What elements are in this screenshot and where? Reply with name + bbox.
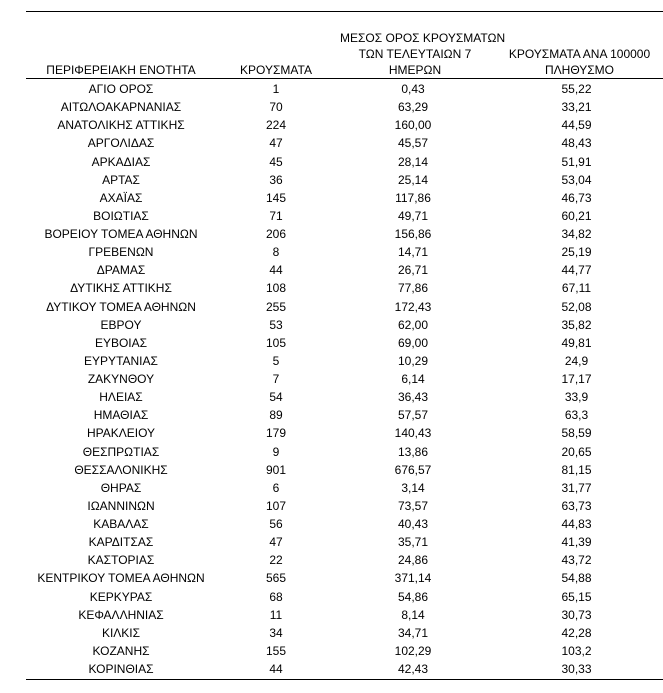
cell-seven-day-average: 676,57 [394, 462, 432, 477]
cell-per-100k: 81,15 [561, 462, 592, 477]
cell-cases: 47 [269, 136, 283, 151]
cell-per-100k: 24,9 [564, 353, 589, 368]
cell-per-100k: 33,9 [564, 390, 589, 405]
cell-per-100k: 17,17 [561, 372, 592, 386]
table-row [26, 261, 663, 279]
cell-seven-day-average: 77,86 [397, 281, 429, 296]
cell-region: ΑΝΑΤΟΛΙΚΗΣ ΑΤΤΙΚΗΣ [57, 118, 185, 133]
cell-seven-day-average: 140,43 [394, 426, 432, 441]
cell-cases: 56 [269, 517, 283, 531]
cell-seven-day-average: 172,43 [394, 299, 432, 314]
cell-region: ΗΜΑΘΙΑΣ [93, 408, 149, 423]
table-body [26, 80, 663, 678]
cell-region: ΚΑΡΔΙΤΣΑΣ [88, 535, 154, 550]
header-cases-per-100k [496, 46, 663, 78]
cell-seven-day-average: 63,29 [397, 100, 429, 115]
cell-seven-day-average: 25,14 [397, 172, 429, 187]
table-top-border [26, 11, 663, 12]
cell-region: ΑΙΤΩΛΟΑΚΑΡΝΑΝΙΑΣ [60, 100, 182, 115]
cell-region: ΒΟΙΩΤΙΑΣ [93, 208, 149, 223]
table-row [26, 606, 663, 624]
cell-per-100k: 30,73 [561, 607, 592, 622]
table-row [26, 479, 663, 497]
table-row [26, 225, 663, 243]
table-row [26, 624, 663, 642]
cell-cases: 8 [272, 245, 280, 260]
cell-cases: 9 [272, 444, 280, 459]
cell-per-100k: 67,11 [561, 281, 592, 296]
cell-seven-day-average: 28,14 [397, 154, 429, 169]
table-row [26, 316, 663, 334]
cell-region: ΚΟΡΙΝΘΙΑΣ [88, 662, 154, 676]
cell-region: ΚΑΣΤΟΡΙΑΣ [87, 553, 155, 568]
header-seven-day-average-line-1: ΜΕΣΟΣ ΟΡΟΣ ΚΡΟΥΣΜΑΤΩΝ [340, 31, 506, 45]
header-seven-day-average-line-2: ΤΩΝ ΤΕΛΕΥΤΑΙΩΝ 7 [358, 47, 472, 61]
cell-cases: 68 [269, 589, 283, 604]
cell-cases: 44 [269, 263, 283, 278]
cell-per-100k: 55,22 [561, 82, 592, 96]
cell-cases: 36 [269, 172, 283, 187]
table-row [26, 153, 663, 171]
cell-cases: 155 [265, 643, 287, 658]
cell-per-100k: 44,77 [561, 263, 592, 278]
cell-per-100k: 53,04 [561, 172, 592, 187]
cell-per-100k: 49,81 [561, 335, 592, 350]
table-row [26, 134, 663, 152]
cell-cases: 34 [269, 625, 283, 640]
table-row [26, 243, 663, 261]
cell-cases: 1 [272, 82, 280, 96]
cell-cases: 44 [269, 662, 283, 676]
cell-region: ΕΥΒΟΙΑΣ [94, 335, 148, 350]
cell-seven-day-average: 26,71 [397, 263, 429, 278]
cell-seven-day-average: 10,29 [397, 353, 429, 368]
cell-cases: 71 [269, 208, 283, 223]
cell-region: ΔΥΤΙΚΟΥ ΤΟΜΕΑ ΑΘΗΝΩΝ [46, 299, 196, 314]
table-row [26, 588, 663, 606]
cell-cases: 54 [269, 390, 283, 405]
cell-region: ΒΟΡΕΙΟΥ ΤΟΜΕΑ ΑΘΗΝΩΝ [44, 227, 198, 241]
table-row [26, 569, 663, 587]
cell-seven-day-average: 42,43 [397, 662, 429, 676]
cell-seven-day-average: 73,57 [397, 498, 429, 513]
cell-seven-day-average: 13,86 [397, 444, 429, 459]
table-row [26, 642, 663, 660]
cell-seven-day-average: 69,00 [397, 335, 429, 350]
cell-region: ΔΡΑΜΑΣ [96, 263, 146, 278]
cell-cases: 105 [265, 335, 287, 350]
cell-cases: 255 [265, 299, 287, 314]
cell-per-100k: 30,33 [561, 662, 592, 676]
cell-region: ΘΕΣΣΑΛΟΝΙΚΗΣ [74, 462, 168, 477]
table-row [26, 533, 663, 551]
cell-seven-day-average: 6,14 [401, 372, 425, 386]
cell-per-100k: 52,08 [561, 299, 592, 314]
header-cases-per-100k-line-2: ΠΛΗΘΥΣΜΟ [544, 63, 615, 77]
cell-per-100k: 46,73 [561, 190, 592, 205]
cell-region: ΑΧΑΪΑΣ [99, 190, 143, 205]
cell-per-100k: 20,65 [561, 444, 592, 459]
cell-seven-day-average: 45,57 [397, 136, 429, 151]
cell-cases: 224 [265, 118, 287, 133]
cell-cases: 7 [272, 372, 280, 386]
cell-region: ΑΡΓΟΛΙΔΑΣ [87, 136, 155, 151]
cell-seven-day-average: 0,43 [401, 82, 425, 96]
cell-cases: 206 [265, 227, 287, 241]
cell-cases: 45 [269, 154, 283, 169]
table-bottom-border [26, 679, 663, 680]
table-row [26, 497, 663, 515]
cell-per-100k: 35,82 [561, 317, 592, 332]
cell-region: ΓΡΕΒΕΝΩΝ [88, 245, 154, 260]
header-cases: ΚΡΟΥΣΜΑΤΑ [240, 63, 312, 77]
header-cases-per-100k-line-1: ΚΡΟΥΣΜΑΤΑ ΑΝΑ 100000 [508, 47, 651, 61]
cell-cases: 6 [272, 480, 280, 495]
table-row [26, 370, 663, 388]
table-row [26, 660, 663, 678]
cell-cases: 89 [269, 408, 283, 423]
cell-region: ΑΡΤΑΣ [102, 172, 140, 187]
header-divider [26, 78, 663, 79]
cell-region: ΗΡΑΚΛΕΙΟΥ [86, 426, 156, 441]
cell-seven-day-average: 57,57 [397, 408, 429, 423]
cell-seven-day-average: 371,14 [394, 571, 432, 586]
table-row [26, 279, 663, 297]
table-row [26, 116, 663, 134]
cell-cases: 70 [269, 100, 283, 115]
table-row [26, 406, 663, 424]
cell-region: ΘΗΡΑΣ [100, 480, 142, 495]
cell-region: ΗΛΕΙΑΣ [99, 390, 143, 405]
cell-cases: 179 [265, 426, 287, 441]
cell-region: ΑΓΙΟ ΟΡΟΣ [88, 82, 154, 96]
cell-per-100k: 41,39 [561, 535, 592, 550]
cell-region: ΕΥΡΥΤΑΝΙΑΣ [84, 353, 158, 368]
cell-region: ΚΕΡΚΥΡΑΣ [89, 589, 153, 604]
cell-region: ΖΑΚΥΝΘΟΥ [87, 372, 155, 386]
table-row [26, 171, 663, 189]
cell-region: ΘΕΣΠΡΩΤΙΑΣ [82, 444, 160, 459]
cell-cases: 108 [265, 281, 287, 296]
cell-per-100k: 31,77 [561, 480, 592, 495]
cell-region: ΑΡΚΑΔΙΑΣ [91, 154, 151, 169]
table-row [26, 424, 663, 442]
cell-seven-day-average: 49,71 [397, 208, 429, 223]
cell-region: ΚΕΦΑΛΛΗΝΙΑΣ [78, 607, 164, 622]
cell-region: ΔΥΤΙΚΗΣ ΑΤΤΙΚΗΣ [70, 281, 172, 296]
table-row [26, 298, 663, 316]
cell-per-100k: 63,3 [564, 408, 589, 423]
table-row [26, 80, 663, 98]
cell-per-100k: 44,83 [561, 517, 592, 531]
cell-region: ΙΩΑΝΝΙΝΩΝ [87, 498, 155, 513]
cell-region: ΚΟΖΑΝΗΣ [92, 643, 150, 658]
cell-region: ΚΕΝΤΡΙΚΟΥ ΤΟΜΕΑ ΑΘΗΝΩΝ [37, 571, 205, 586]
header-seven-day-average [340, 30, 506, 78]
cell-per-100k: 54,88 [561, 571, 592, 586]
cell-cases: 5 [272, 353, 280, 368]
cell-per-100k: 60,21 [561, 208, 592, 223]
header-region: ΠΕΡΙΦΕΡΕΙΑΚΗ ΕΝΟΤΗΤΑ [46, 63, 196, 77]
table-row [26, 98, 663, 116]
cell-seven-day-average: 54,86 [397, 589, 429, 604]
cell-per-100k: 33,21 [561, 100, 592, 115]
cell-per-100k: 103,2 [561, 643, 592, 658]
cell-cases: 107 [265, 498, 287, 513]
cell-seven-day-average: 62,00 [397, 317, 429, 332]
cell-cases: 53 [269, 317, 283, 332]
cell-seven-day-average: 40,43 [397, 517, 429, 531]
table-row [26, 207, 663, 225]
table-row [26, 352, 663, 370]
cell-seven-day-average: 34,71 [397, 625, 429, 640]
cell-cases: 11 [269, 607, 283, 622]
table-row [26, 388, 663, 406]
cell-per-100k: 43,72 [561, 553, 592, 568]
cell-cases: 22 [269, 553, 283, 568]
cell-region: ΚΑΒΑΛΑΣ [93, 517, 149, 531]
cell-seven-day-average: 117,86 [395, 190, 431, 205]
cell-seven-day-average: 3,14 [401, 480, 425, 495]
cell-cases: 901 [265, 462, 287, 477]
cell-per-100k: 51,91 [561, 154, 592, 169]
cell-seven-day-average: 35,71 [397, 535, 429, 550]
cell-per-100k: 58,59 [561, 426, 592, 441]
cell-cases: 145 [265, 190, 287, 205]
cell-seven-day-average: 36,43 [397, 390, 429, 405]
cell-region: ΚΙΛΚΙΣ [101, 625, 141, 640]
cell-cases: 47 [269, 535, 283, 550]
cell-seven-day-average: 156,86 [394, 227, 432, 241]
table-row [26, 443, 663, 461]
table-row [26, 461, 663, 479]
cell-per-100k: 44,59 [561, 118, 592, 133]
table-row [26, 189, 663, 207]
cell-cases: 565 [265, 571, 287, 586]
header-seven-day-average-line-3: ΗΜΕΡΩΝ [388, 63, 442, 77]
cell-seven-day-average: 14,71 [397, 245, 429, 260]
cell-per-100k: 65,15 [561, 589, 592, 604]
table-row [26, 334, 663, 352]
cell-per-100k: 63,73 [561, 498, 592, 513]
cell-per-100k: 42,28 [561, 625, 592, 640]
cell-per-100k: 25,19 [561, 245, 592, 260]
cell-seven-day-average: 160,00 [394, 118, 432, 133]
cell-region: ΕΒΡΟΥ [100, 317, 142, 332]
table-row [26, 515, 663, 533]
table-row [26, 551, 663, 569]
cell-seven-day-average: 8,14 [401, 607, 425, 622]
cell-per-100k: 34,82 [561, 227, 592, 241]
cell-seven-day-average: 102,29 [394, 643, 432, 658]
cell-seven-day-average: 24,86 [397, 553, 429, 568]
cell-per-100k: 48,43 [561, 136, 592, 151]
